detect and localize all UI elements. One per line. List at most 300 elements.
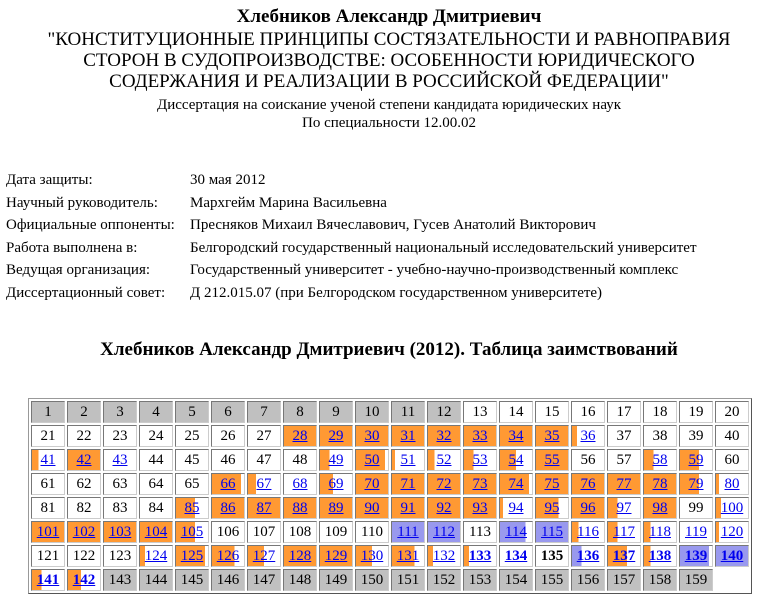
page-cell[interactable] xyxy=(355,545,389,567)
page-number: 158 xyxy=(648,572,672,588)
page-link[interactable]: 137 xyxy=(612,548,636,564)
grid-row xyxy=(31,521,749,543)
page-link[interactable]: 100 xyxy=(720,500,744,516)
page-number: 10 xyxy=(364,404,380,420)
page-cell xyxy=(103,401,137,423)
page-cell[interactable] xyxy=(139,521,173,543)
page-link[interactable]: 120 xyxy=(720,524,744,540)
page-cell[interactable] xyxy=(571,545,605,567)
meta-row-opponents xyxy=(6,214,697,237)
page-link[interactable]: 69 xyxy=(328,476,344,492)
page-number: 143 xyxy=(108,572,132,588)
page-cell xyxy=(139,473,173,495)
page-number: 110 xyxy=(361,524,383,540)
meta-value: Д 212.015.07 (при Белгородском государственном университете) xyxy=(190,284,603,301)
page-cell xyxy=(67,401,101,423)
page-cell xyxy=(283,401,317,423)
page-link[interactable]: 105 xyxy=(180,524,204,540)
page-cell[interactable] xyxy=(283,497,317,519)
page-cell[interactable] xyxy=(319,425,353,447)
specialty-line: По специальности 12.00.02 xyxy=(302,115,476,131)
page-cell[interactable] xyxy=(175,545,209,567)
page-number: 121 xyxy=(36,548,60,564)
page-cell[interactable] xyxy=(715,473,749,495)
page-link[interactable]: 111 xyxy=(397,524,419,540)
page-link[interactable]: 103 xyxy=(108,524,132,540)
page-cell[interactable] xyxy=(535,449,569,471)
page-cell[interactable] xyxy=(571,473,605,495)
page-cell xyxy=(139,497,173,519)
page-link[interactable]: 104 xyxy=(144,524,168,540)
bold-wrapper xyxy=(577,548,600,564)
page-cell[interactable] xyxy=(571,425,605,447)
page-cell[interactable] xyxy=(463,449,497,471)
page-cell[interactable] xyxy=(643,545,677,567)
page-cell[interactable] xyxy=(31,449,65,471)
page-cell[interactable] xyxy=(427,473,461,495)
page-cell[interactable] xyxy=(67,569,101,591)
page-link[interactable]: 67 xyxy=(256,476,272,492)
page-link[interactable]: 115 xyxy=(541,524,563,540)
grid-row xyxy=(31,497,749,519)
page-cell[interactable] xyxy=(211,545,245,567)
page-link[interactable]: 118 xyxy=(649,524,671,540)
page-cell xyxy=(319,401,353,423)
meta-key: Ведущая организация: xyxy=(6,262,151,279)
page-cell xyxy=(643,401,677,423)
page-number: 47 xyxy=(256,452,272,468)
meta-key: Официальные оппоненты: xyxy=(6,217,175,234)
page-link[interactable]: 33 xyxy=(472,428,488,444)
page-link[interactable]: 131 xyxy=(396,548,420,564)
borrowings-page-grid xyxy=(28,398,752,594)
page-cell[interactable] xyxy=(643,449,677,471)
page-cell[interactable] xyxy=(211,473,245,495)
page-number: 14 xyxy=(508,404,524,420)
page-cell xyxy=(211,569,245,591)
title-line: "КОНСТИТУЦИОННЫЕ ПРИНЦИПЫ СОСТЯЗАТЕЛЬНОСТИ И РАВНОПРАВИЯ xyxy=(47,29,731,50)
page-cell xyxy=(715,449,749,471)
page-cell xyxy=(607,569,641,591)
page-cell[interactable] xyxy=(283,545,317,567)
page-number: 109 xyxy=(324,524,348,540)
page-link[interactable]: 119 xyxy=(685,524,707,540)
page-link[interactable]: 41 xyxy=(40,452,56,468)
page-cell[interactable] xyxy=(643,521,677,543)
page-number: 7 xyxy=(260,404,268,420)
page-number: 37 xyxy=(616,428,632,444)
page-link[interactable]: 89 xyxy=(328,500,344,516)
page-link[interactable]: 125 xyxy=(180,548,204,564)
page-cell[interactable] xyxy=(175,497,209,519)
page-cell xyxy=(139,569,173,591)
page-cell[interactable] xyxy=(571,521,605,543)
page-link[interactable]: 78 xyxy=(652,476,668,492)
page-number: 27 xyxy=(256,428,272,444)
page-link[interactable]: 59 xyxy=(688,452,704,468)
page-cell xyxy=(535,545,569,567)
page-link[interactable]: 114 xyxy=(505,524,527,540)
page-cell xyxy=(643,569,677,591)
page-cell xyxy=(607,449,641,471)
page-cell[interactable] xyxy=(535,521,569,543)
page-cell xyxy=(247,401,281,423)
page-number: 46 xyxy=(220,452,236,468)
page-cell[interactable] xyxy=(463,497,497,519)
page-cell xyxy=(643,425,677,447)
page-cell[interactable] xyxy=(499,521,533,543)
page-number: 18 xyxy=(652,404,668,420)
page-link[interactable]: 86 xyxy=(220,500,236,516)
page-link[interactable]: 72 xyxy=(436,476,452,492)
author-name: Хлебников Александр Дмитриевич xyxy=(236,6,542,27)
page-cell[interactable] xyxy=(355,473,389,495)
page-cell[interactable] xyxy=(679,473,713,495)
page-link[interactable]: 92 xyxy=(436,500,452,516)
meta-value: 30 мая 2012 xyxy=(190,172,266,188)
page-link[interactable]: 133 xyxy=(468,548,492,564)
page-link[interactable]: 29 xyxy=(328,428,344,444)
meta-row-supervisor xyxy=(6,192,697,215)
page-cell[interactable] xyxy=(391,425,425,447)
page-cell[interactable] xyxy=(391,449,425,471)
meta-row-council xyxy=(6,282,697,305)
page-link[interactable]: 68 xyxy=(292,476,308,492)
page-number: 4 xyxy=(152,404,160,420)
bold-wrapper xyxy=(541,548,564,564)
grid-row xyxy=(31,449,749,471)
page-cell[interactable] xyxy=(247,473,281,495)
page-number: 84 xyxy=(148,500,164,516)
page-link[interactable]: 87 xyxy=(256,500,272,516)
page-number: 146 xyxy=(216,572,240,588)
page-number: 107 xyxy=(252,524,276,540)
page-link[interactable]: 70 xyxy=(364,476,380,492)
page-cell[interactable] xyxy=(715,521,749,543)
page-cell[interactable] xyxy=(247,497,281,519)
page-number: 61 xyxy=(40,476,56,492)
page-cell xyxy=(355,569,389,591)
page-cell[interactable] xyxy=(103,449,137,471)
page-link[interactable]: 49 xyxy=(328,452,344,468)
page-number: 8 xyxy=(296,404,304,420)
page-cell[interactable] xyxy=(463,425,497,447)
page-cell xyxy=(211,425,245,447)
page-number: 106 xyxy=(216,524,240,540)
page-link[interactable]: 95 xyxy=(544,500,560,516)
page-number: 147 xyxy=(252,572,276,588)
page-link[interactable]: 71 xyxy=(400,476,416,492)
page-cell[interactable] xyxy=(679,521,713,543)
page-cell xyxy=(679,401,713,423)
page-cell[interactable] xyxy=(319,545,353,567)
page-cell xyxy=(355,401,389,423)
page-number: 19 xyxy=(688,404,704,420)
page-number: 150 xyxy=(360,572,384,588)
page-cell[interactable] xyxy=(499,473,533,495)
page-link[interactable]: 138 xyxy=(648,548,672,564)
page-link[interactable]: 93 xyxy=(472,500,488,516)
page-cell xyxy=(571,401,605,423)
page-number: 57 xyxy=(616,452,632,468)
page-link[interactable]: 42 xyxy=(76,452,92,468)
page-link[interactable]: 94 xyxy=(508,500,524,516)
page-cell xyxy=(319,521,353,543)
page-link[interactable]: 129 xyxy=(324,548,348,564)
page-number: 122 xyxy=(72,548,96,564)
page-link[interactable]: 116 xyxy=(577,524,599,540)
page-cell[interactable] xyxy=(607,545,641,567)
page-cell[interactable] xyxy=(499,545,533,567)
page-link[interactable]: 134 xyxy=(504,548,528,564)
page-number: 12 xyxy=(436,404,452,420)
page-cell xyxy=(355,521,389,543)
page-cell xyxy=(679,569,713,591)
page-link[interactable]: 124 xyxy=(144,548,168,564)
page-link[interactable]: 130 xyxy=(360,548,384,564)
page-cell[interactable] xyxy=(607,473,641,495)
page-cell[interactable] xyxy=(679,545,713,567)
page-cell[interactable] xyxy=(391,521,425,543)
page-number: 65 xyxy=(184,476,200,492)
page-number: 135 xyxy=(540,548,564,564)
page-link[interactable]: 101 xyxy=(36,524,60,540)
page-link[interactable]: 112 xyxy=(433,524,455,540)
page-link[interactable]: 96 xyxy=(580,500,596,516)
page-link[interactable]: 35 xyxy=(544,428,560,444)
page-cell xyxy=(175,569,209,591)
page-cell[interactable] xyxy=(31,569,65,591)
page-cell[interactable] xyxy=(607,521,641,543)
page-number: 152 xyxy=(432,572,456,588)
page-link[interactable]: 32 xyxy=(436,428,452,444)
page-cell[interactable] xyxy=(463,545,497,567)
page-number: 144 xyxy=(144,572,168,588)
meta-row-defense-date xyxy=(6,169,697,192)
page-cell[interactable] xyxy=(499,449,533,471)
page-link[interactable]: 142 xyxy=(72,572,96,588)
page-cell[interactable] xyxy=(355,497,389,519)
page-link[interactable]: 73 xyxy=(472,476,488,492)
page-cell[interactable] xyxy=(427,449,461,471)
page-link[interactable]: 30 xyxy=(364,428,380,444)
page-number: 44 xyxy=(148,452,164,468)
page-cell[interactable] xyxy=(103,521,137,543)
meta-value: Белгородский государственный национальный исследовательский университет xyxy=(190,239,697,256)
page-link[interactable]: 126 xyxy=(216,548,240,564)
page-link[interactable]: 90 xyxy=(364,500,380,516)
page-link[interactable]: 128 xyxy=(288,548,312,564)
page-number: 16 xyxy=(580,404,596,420)
metadata-table xyxy=(6,169,697,305)
page-cell xyxy=(283,569,317,591)
page-cell[interactable] xyxy=(391,473,425,495)
page-cell[interactable] xyxy=(319,449,353,471)
page-link[interactable]: 98 xyxy=(652,500,668,516)
page-cell[interactable] xyxy=(391,545,425,567)
page-cell[interactable] xyxy=(427,521,461,543)
page-cell xyxy=(67,497,101,519)
page-cell[interactable] xyxy=(535,425,569,447)
bold-wrapper xyxy=(469,548,492,564)
page-link[interactable]: 54 xyxy=(508,452,524,468)
page-link[interactable]: 80 xyxy=(724,476,740,492)
page-cell xyxy=(679,425,713,447)
page-number: 113 xyxy=(469,524,491,540)
page-link[interactable]: 88 xyxy=(292,500,308,516)
page-link[interactable]: 75 xyxy=(544,476,560,492)
page-cell[interactable] xyxy=(535,473,569,495)
page-link[interactable]: 34 xyxy=(508,428,524,444)
page-link[interactable]: 28 xyxy=(292,428,308,444)
page-cell xyxy=(103,545,137,567)
page-cell xyxy=(499,401,533,423)
page-cell[interactable] xyxy=(139,545,173,567)
dissertation-title xyxy=(0,29,778,92)
page-number: 15 xyxy=(544,404,560,420)
page-cell[interactable] xyxy=(67,449,101,471)
page-cell[interactable] xyxy=(67,521,101,543)
bold-wrapper xyxy=(649,548,672,564)
page-number: 45 xyxy=(184,452,200,468)
page-cell[interactable] xyxy=(355,449,389,471)
page-cell[interactable] xyxy=(355,425,389,447)
meta-key: Дата защиты: xyxy=(6,172,93,188)
page-link[interactable]: 36 xyxy=(580,428,596,444)
page-cell xyxy=(139,425,173,447)
page-link[interactable]: 53 xyxy=(472,452,488,468)
page-number: 153 xyxy=(468,572,492,588)
page-cell[interactable] xyxy=(247,545,281,567)
page-cell[interactable] xyxy=(211,497,245,519)
page-link[interactable]: 66 xyxy=(220,476,236,492)
page-link[interactable]: 50 xyxy=(364,452,380,468)
page-cell xyxy=(175,473,209,495)
page-cell xyxy=(391,569,425,591)
page-cell xyxy=(139,401,173,423)
page-cell[interactable] xyxy=(319,497,353,519)
page-cell xyxy=(175,425,209,447)
bold-wrapper xyxy=(613,548,636,564)
page-cell[interactable] xyxy=(31,521,65,543)
page-cell xyxy=(31,425,65,447)
page-number: 5 xyxy=(188,404,196,420)
page-number: 108 xyxy=(288,524,312,540)
page-cell[interactable] xyxy=(391,497,425,519)
page-link[interactable]: 139 xyxy=(684,548,708,564)
page-cell[interactable] xyxy=(175,521,209,543)
bold-wrapper xyxy=(37,572,60,588)
page-number: 64 xyxy=(148,476,164,492)
page-cell[interactable] xyxy=(679,449,713,471)
page-number: 155 xyxy=(540,572,564,588)
page-link[interactable]: 31 xyxy=(400,428,416,444)
page-number: 11 xyxy=(400,404,416,420)
page-cell[interactable] xyxy=(715,545,749,567)
page-cell xyxy=(391,401,425,423)
page-number: 60 xyxy=(724,452,740,468)
page-cell[interactable] xyxy=(499,425,533,447)
page-cell xyxy=(175,449,209,471)
degree-line: Диссертация на соискание ученой степени кандидата юридических наук xyxy=(157,97,621,113)
page-cell xyxy=(31,545,65,567)
page-link[interactable]: 127 xyxy=(252,548,276,564)
grid-row xyxy=(31,401,749,423)
page-link[interactable]: 52 xyxy=(436,452,452,468)
page-cell[interactable] xyxy=(427,425,461,447)
bold-wrapper xyxy=(505,548,528,564)
page-link[interactable]: 117 xyxy=(613,524,635,540)
page-cell[interactable] xyxy=(427,545,461,567)
page-cell xyxy=(427,401,461,423)
page-link[interactable]: 79 xyxy=(688,476,704,492)
page-cell[interactable] xyxy=(283,473,317,495)
page-link[interactable]: 51 xyxy=(400,452,416,468)
page-cell xyxy=(499,569,533,591)
page-cell[interactable] xyxy=(643,473,677,495)
page-cell[interactable] xyxy=(607,497,641,519)
page-cell[interactable] xyxy=(463,473,497,495)
page-cell xyxy=(211,521,245,543)
page-cell[interactable] xyxy=(427,497,461,519)
page-link[interactable]: 74 xyxy=(508,476,524,492)
meta-value: Государственный университет - учебно-научно-производственный комплекс xyxy=(190,262,679,279)
page-number: 24 xyxy=(148,428,164,444)
page-cell[interactable] xyxy=(283,425,317,447)
page-link[interactable]: 102 xyxy=(72,524,96,540)
page-cell xyxy=(463,521,497,543)
page-cell xyxy=(211,449,245,471)
page-link[interactable]: 58 xyxy=(652,452,668,468)
page-number: 21 xyxy=(40,428,56,444)
meta-value: Пресняков Михаил Вячеславович, Гусев Анатолий Викторович xyxy=(190,217,596,234)
page-link[interactable]: 141 xyxy=(36,572,60,588)
page-link[interactable]: 85 xyxy=(184,500,200,516)
page-link[interactable]: 136 xyxy=(576,548,600,564)
page-cell xyxy=(319,569,353,591)
page-cell xyxy=(571,569,605,591)
meta-value: Мархгейм Марина Васильевна xyxy=(190,194,387,211)
page-cell xyxy=(247,521,281,543)
page-number: 48 xyxy=(292,452,308,468)
page-link[interactable]: 97 xyxy=(616,500,632,516)
page-cell[interactable] xyxy=(499,497,533,519)
page-cell xyxy=(715,425,749,447)
bold-wrapper xyxy=(73,572,96,588)
page-link[interactable]: 140 xyxy=(720,548,744,564)
page-link[interactable]: 43 xyxy=(112,452,128,468)
page-number: 81 xyxy=(40,500,56,516)
page-number: 145 xyxy=(180,572,204,588)
page-link[interactable]: 132 xyxy=(432,548,456,564)
page-cell[interactable] xyxy=(715,497,749,519)
page-number: 26 xyxy=(220,428,236,444)
page-cell xyxy=(103,497,137,519)
page-link[interactable]: 76 xyxy=(580,476,596,492)
page-cell xyxy=(535,569,569,591)
page-link[interactable]: 91 xyxy=(400,500,416,516)
page-cell[interactable] xyxy=(319,473,353,495)
page-number: 123 xyxy=(108,548,132,564)
page-number: 9 xyxy=(332,404,340,420)
page-link[interactable]: 77 xyxy=(616,476,632,492)
page-cell[interactable] xyxy=(643,497,677,519)
page-number: 149 xyxy=(324,572,348,588)
page-link[interactable]: 55 xyxy=(544,452,560,468)
page-cell[interactable] xyxy=(535,497,569,519)
page-cell[interactable] xyxy=(571,497,605,519)
page-cell xyxy=(31,473,65,495)
